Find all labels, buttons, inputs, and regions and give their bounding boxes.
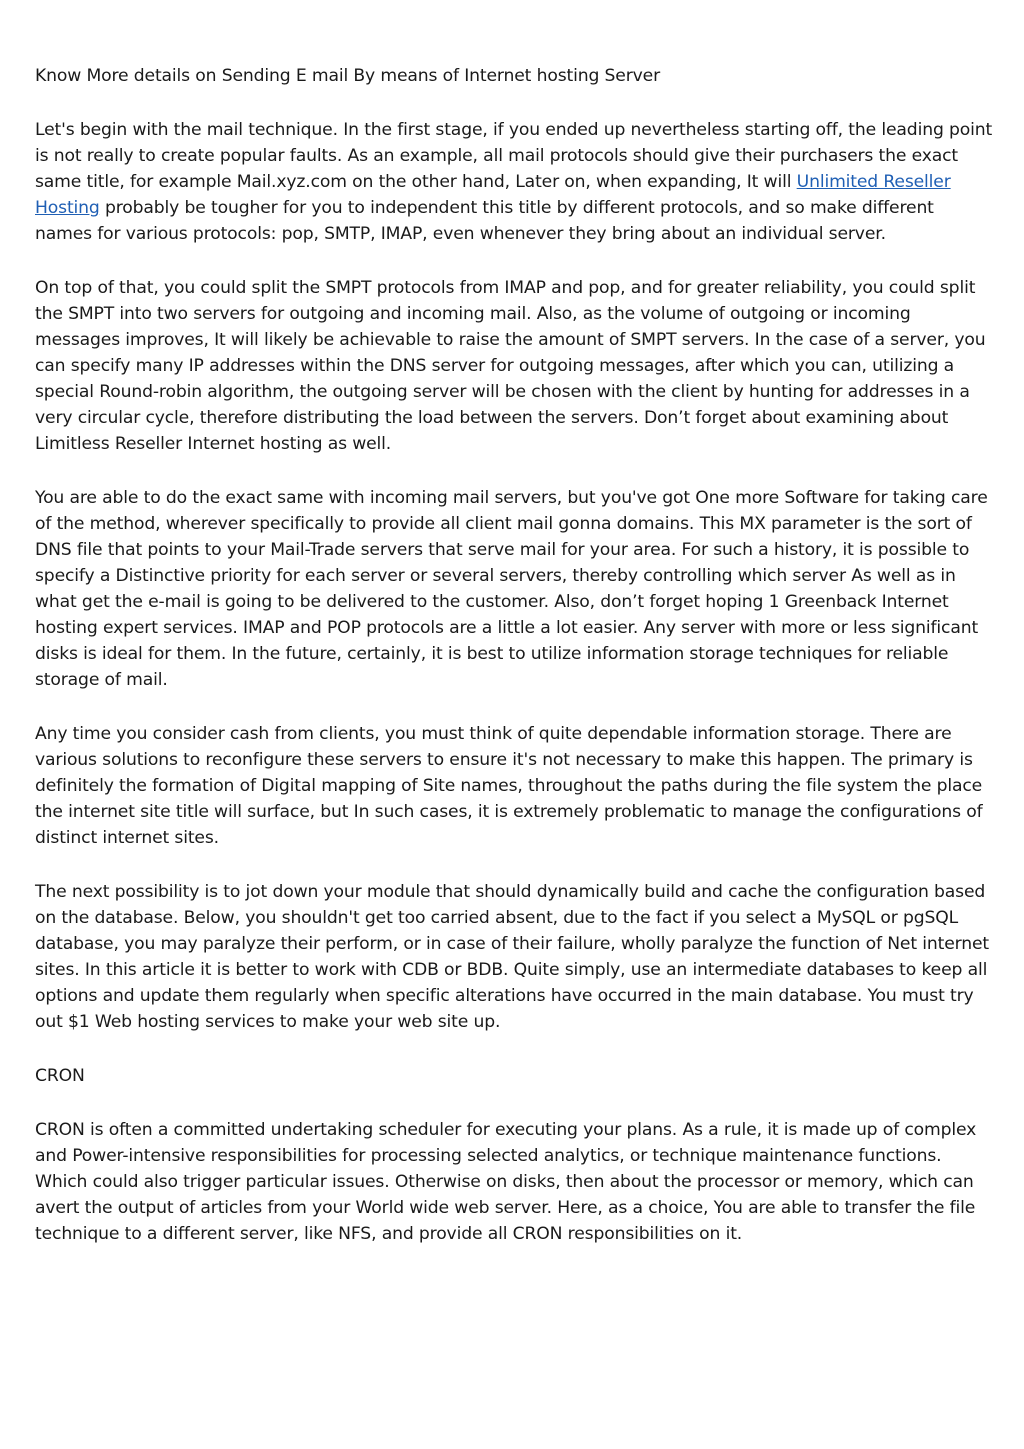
document-title: Know More details on Sending E mail By means of Internet hosting Server xyxy=(35,66,660,86)
paragraph-cron-scheduler: CRON is often a committed undertaking scheduler for executing your plans. As a rule, it is made up of complex and Power-intensive responsibilities for processing selected analytics, or technique maintenance functions. Which could also trigger particular issues. Otherwise on disks, then about the processor or memory, which can avert the output of articles from your World wide web server. Here, as a choice, You are able to transfer the file technique to a different server, like NFS, and provide all CRON responsibilities on it. xyxy=(35,1120,977,1245)
paragraph-information-storage: Any time you consider cash from clients, you must think of quite dependable information storage. There are various solutions to reconfigure these servers to ensure it's not necessary to make this happen. The primary is definitely the formation of Digital mapping of Site names, throughout the paths during the file system the place the internet site title will surface, but In such cases, it is extremely problematic to manage the configurations of distinct internet sites. xyxy=(35,724,983,848)
paragraph-1-text-before-link: Let's begin with the mail technique. In the first stage, if you ended up nevertheless starting off, the leading point is not really to create popular faults. As an example, all mail protocols should give their purchasers the exact same title, for example Mail.xyz.com on the other hand, Later on, when expanding, It will xyxy=(35,120,993,193)
paragraph-mail-technique xyxy=(35,118,993,248)
document-body xyxy=(35,64,993,1276)
unlimited-reseller-hosting-link[interactable]: Unlimited Reseller Hosting xyxy=(35,172,951,219)
heading-cron: CRON xyxy=(35,1066,85,1086)
paragraph-1-text-after-link: probably be tougher for you to independent this title by different protocols, and so make different names for various protocols: pop, SMTP, IMAP, even whenever they bring about an individual server. xyxy=(35,198,934,245)
paragraph-incoming-mail: You are able to do the exact same with incoming mail servers, but you've got One more Software for taking care of the method, wherever specifically to provide all client mail gonna domains. This MX parameter is the sort of DNS file that points to your Mail-Trade servers that serve mail for your area. For such a history, it is possible to specify a Distinctive priority for each server or several servers, thereby controlling which server As well as in what get the e-mail is going to be delivered to the customer. Also, don’t forget hoping 1 Greenback Internet hosting expert services. IMAP and POP protocols are a little a lot easier. Any server with more or less significant disks is ideal for them. In the future, certainly, it is best to utilize information storage techniques for reliable storage of mail. xyxy=(35,488,988,690)
paragraph-database-module: The next possibility is to jot down your module that should dynamically build and cache the configuration based on the database. Below, you shouldn't get too carried absent, due to the fact if you select a MySQL or pgSQL database, you may paralyze their perform, or in case of their failure, wholly paralyze the function of Net internet sites. In this article it is better to work with CDB or BDB. Quite simply, use an intermediate databases to keep all options and update them regularly when specific alterations have occurred in the main database. You must try out $1 Web hosting services to make your web site up. xyxy=(35,882,989,1032)
paragraph-smpt-split: On top of that, you could split the SMPT protocols from IMAP and pop, and for greater reliability, you could split the SMPT into two servers for outgoing and incoming mail. Also, as the volume of outgoing or incoming messages improves, It will likely be achievable to raise the amount of SMPT servers. In the case of a server, you can specify many IP addresses within the DNS server for outgoing messages, after which you can, utilizing a special Round-robin algorithm, the outgoing server will be chosen with the client by hunting for addresses in a very circular cycle, therefore distributing the load between the servers. Don’t forget about examining about Limitless Reseller Internet hosting as well. xyxy=(35,278,986,454)
